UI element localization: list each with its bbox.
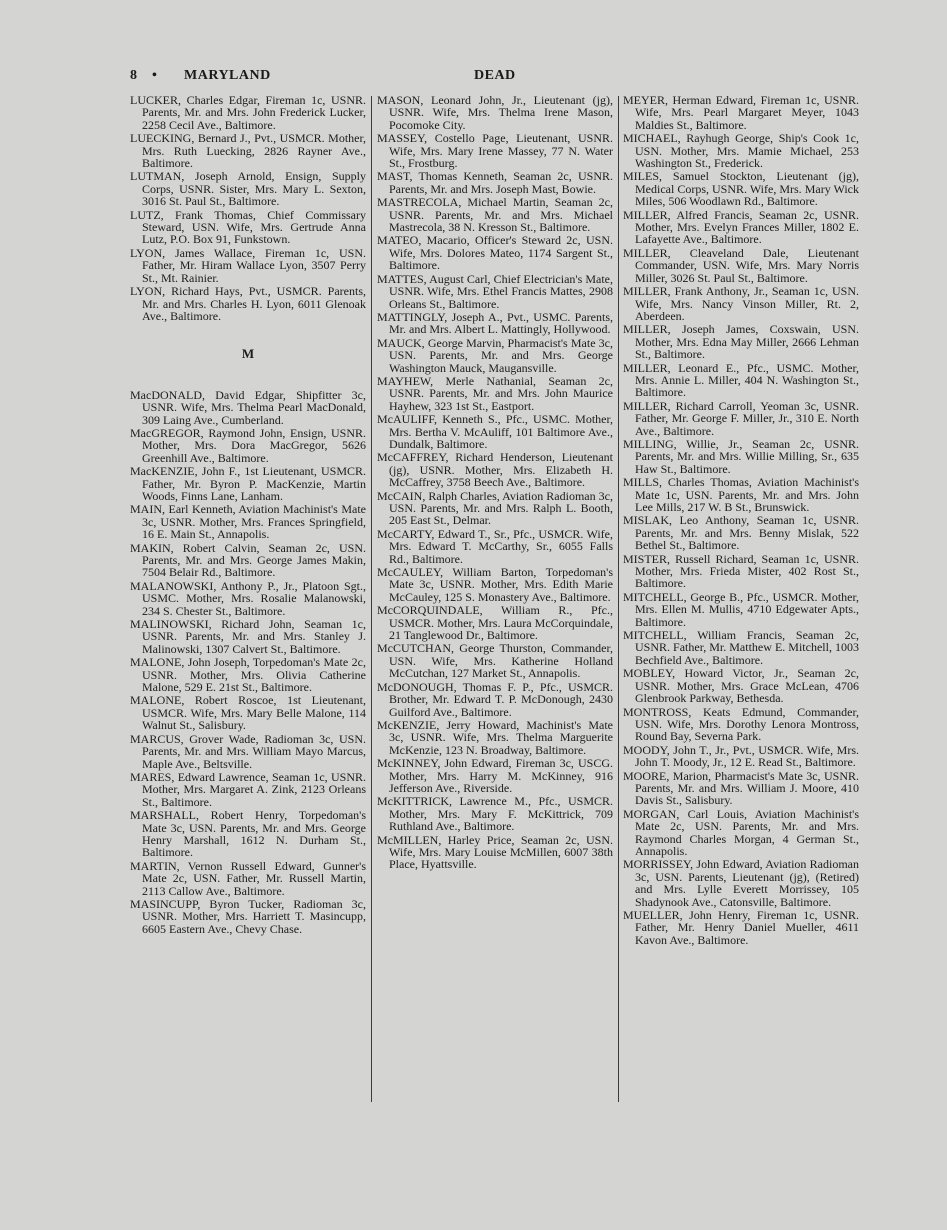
status-heading: DEAD	[474, 68, 516, 83]
casualty-entry: MILLER, Frank Anthony, Jr., Seaman 1c, USN. Wife, Mrs. Nancy Vinson Miller, Rt. 2, Aberdeen.	[623, 284, 859, 323]
page-number: 8	[130, 68, 138, 83]
casualty-entry: MILLER, Richard Carroll, Yeoman 3c, USNR. Father, Mr. George F. Miller, Jr., 310 E. North Ave., Baltimore.	[623, 398, 859, 438]
casualty-entry: MASSEY, Costello Page, Lieutenant, USNR. Wife, Mrs. Mary Irene Massey, 77 N. Water St., Frostburg.	[377, 131, 613, 171]
casualty-entry: MISLAK, Leo Anthony, Seaman 1c, USNR. Parents, Mr. and Mrs. Benny Mislak, 522 Bethel St., Baltimore.	[623, 513, 859, 553]
casualty-entry: MILLS, Charles Thomas, Aviation Machinist's Mate 1c, USN. Parents, Mr. and Mrs. John Lee Mills, 217 W. B St., Brunswick.	[623, 475, 859, 514]
casualty-entry: LYON, Richard Hays, Pvt., USMCR. Parents, Mr. and Mrs. Charles H. Lyon, 6011 Glenoak Ave., Baltimore.	[130, 284, 366, 323]
casualty-entry: LUECKING, Bernard J., Pvt., USMCR. Mother, Mrs. Ruth Luecking, 2826 Rayner Ave., Baltimore.	[130, 131, 366, 171]
casualty-entry: MASON, Leonard John, Jr., Lieutenant (jg), USNR. Wife, Mrs. Thelma Irene Mason, Pocomoke City.	[377, 93, 613, 132]
casualty-entry: McCAFFREY, Richard Henderson, Lieutenant (jg), USNR. Mother, Mrs. Elizabeth H. McCaffrey, 3758 Beech Ave., Baltimore.	[377, 450, 613, 490]
casualty-entry: McCUTCHAN, George Thurston, Commander, USN. Wife, Mrs. Katherine Holland McCutchan, 127 Market St., Annapolis.	[377, 641, 613, 681]
column-divider	[371, 96, 372, 1102]
casualty-entry: MEYER, Herman Edward, Fireman 1c, USNR. Wife, Mrs. Pearl Margaret Meyer, 1043 Maldies St., Baltimore.	[623, 93, 859, 132]
casualty-entry: MISTER, Russell Richard, Seaman 1c, USNR. Mother, Mrs. Frieda Mister, 402 Rost St., Baltimore.	[623, 551, 859, 591]
casualty-entry: MILES, Samuel Stockton, Lieutenant (jg), Medical Corps, USNR. Wife, Mrs. Mary Wick Miles, 506 Woodlawn Rd., Baltimore.	[623, 169, 859, 209]
casualty-entry: McAULIFF, Kenneth S., Pfc., USMC. Mother, Mrs. Bertha V. McAuliff, 101 Baltimore Ave., Dundalk, Baltimore.	[377, 412, 613, 451]
section-letter: M	[241, 346, 255, 362]
casualty-entry: MALONE, Robert Roscoe, 1st Lieutenant, USMCR. Wife, Mrs. Mary Belle Malone, 114 Walnut St., Salisbury.	[130, 693, 366, 733]
column-3	[623, 94, 859, 947]
casualty-entry: MASTRECOLA, Michael Martin, Seaman 2c, USNR. Parents, Mr. and Mrs. Michael Mastrecola, 38 N. Kresson St., Baltimore.	[377, 195, 613, 235]
casualty-entry: McDONOUGH, Thomas F. P., Pfc., USMCR. Brother, Mr. Edward T. P. McDonough, 2430 Guilford Ave., Baltimore.	[377, 679, 613, 719]
casualty-entry: MALANOWSKI, Anthony P., Jr., Platoon Sgt., USMC. Mother, Mrs. Rosalie Malanowski, 234 S. Chester St., Baltimore.	[130, 578, 366, 618]
casualty-entry: MILLER, Joseph James, Coxswain, USN. Mother, Mrs. Edna May Miller, 2666 Lehman St., Baltimore.	[623, 322, 859, 362]
entries-group	[623, 94, 859, 946]
column-divider	[618, 96, 619, 1102]
casualty-entry: MORRISSEY, John Edward, Aviation Radioman 3c, USN. Parents, Lieutenant (jg), (Retired) and Mrs. Lylle Everett Morrissey, 105 Shadynook Ave., Catonsville, Baltimore.	[623, 857, 859, 909]
casualty-entry: McCARTY, Edward T., Sr., Pfc., USMCR. Wife, Mrs. Edward T. McCarthy, Sr., 6055 Falls Rd., Baltimore.	[377, 526, 613, 566]
casualty-entry: MAST, Thomas Kenneth, Seaman 2c, USNR. Parents, Mr. and Mrs. Joseph Mast, Bowie.	[377, 169, 613, 196]
casualty-entry: MARCUS, Grover Wade, Radioman 3c, USN. Parents, Mr. and Mrs. William Mayo Marcus, Maple Ave., Beltsville.	[130, 731, 366, 771]
casualty-entry: MATTES, August Carl, Chief Electrician's Mate, USNR. Wife, Mrs. Ethel Francis Mattes, 2908 Orleans St., Baltimore.	[377, 271, 613, 311]
casualty-entry: MOORE, Marion, Pharmacist's Mate 3c, USNR. Parents, Mr. and Mrs. William J. Moore, 410 Davis St., Salisbury.	[623, 768, 859, 808]
casualty-entry: McCAIN, Ralph Charles, Aviation Radioman 3c, USN. Parents, Mr. and Mrs. Ralph L. Booth, 205 East St., Delmar.	[377, 488, 613, 528]
column-2	[377, 94, 613, 872]
casualty-entry: MORGAN, Carl Louis, Aviation Machinist's Mate 2c, USN. Parents, Mr. and Mrs. Raymond Charles Morgan, 4 German St., Annapolis.	[623, 806, 859, 858]
casualty-entry: McKENZIE, Jerry Howard, Machinist's Mate 3c, USNR. Wife, Mrs. Thelma Marguerite McKenzie, 123 N. Broadway, Baltimore.	[377, 717, 613, 757]
casualty-entry: MASINCUPP, Byron Tucker, Radioman 3c, USNR. Mother, Mrs. Harriett T. Masincupp, 6605 Eastern Ave., Chevy Chase.	[130, 896, 366, 936]
casualty-entry: MITCHELL, George B., Pfc., USMCR. Mother, Mrs. Ellen M. Mullis, 4710 Edgewater Apts., Baltimore.	[623, 589, 859, 629]
casualty-entry: MAYHEW, Merle Nathanial, Seaman 2c, USNR. Parents, Mr. and Mrs. John Maurice Hayhew, 323 1st St., Eastport.	[377, 373, 613, 413]
casualty-entry: MacGREGOR, Raymond John, Ensign, USNR. Mother, Mrs. Dora MacGregor, 5626 Greenhill Ave., Baltimore.	[130, 425, 366, 465]
casualty-entry: MARSHALL, Robert Henry, Torpedoman's Mate 3c, USN. Parents, Mr. and Mrs. George Henry Marshall, 1612 N. Durham St., Baltimore.	[130, 808, 366, 860]
casualty-entry: MATEO, Macario, Officer's Steward 2c, USN. Wife, Mrs. Dolores Mateo, 1174 Sargent St., Baltimore.	[377, 233, 613, 273]
casualty-entry: LYON, James Wallace, Fireman 1c, USN. Father, Mr. Hiram Wallace Lyon, 3507 Perry St., Mt. Rainier.	[130, 245, 366, 285]
casualty-entry: MATTINGLY, Joseph A., Pvt., USMC. Parents, Mr. and Mrs. Albert L. Mattingly, Hollywood.	[377, 309, 613, 337]
entries-group-m	[130, 389, 366, 935]
casualty-entry: McKITTRICK, Lawrence M., Pfc., USMCR. Mother, Mrs. Mary F. McKittrick, 709 Ruthland Ave., Baltimore.	[377, 794, 613, 834]
casualty-entry: MONTROSS, Keats Edmund, Commander, USN. Wife, Mrs. Dorothy Lenora Montross, Round Bay, Severna Park.	[623, 704, 859, 744]
casualty-entry: MARTIN, Vernon Russell Edward, Gunner's Mate 2c, USN. Father, Mr. Russell Martin, 2113 Callow Ave., Baltimore.	[130, 858, 366, 898]
casualty-entry: MITCHELL, William Francis, Seaman 2c, USNR. Father, Mr. Matthew E. Mitchell, 1003 Bechfield Ave., Baltimore.	[623, 628, 859, 667]
casualty-entry: MILLER, Alfred Francis, Seaman 2c, USNR. Mother, Mrs. Evelyn Frances Miller, 1802 E. Lafayette Ave., Baltimore.	[623, 207, 859, 247]
entries-group	[377, 94, 613, 871]
casualty-entry: MICHAEL, Rayhugh George, Ship's Cook 1c, USN. Mother, Mrs. Mamie Michael, 253 Washington St., Frederick.	[623, 131, 859, 171]
casualty-entry: MARES, Edward Lawrence, Seaman 1c, USNR. Mother, Mrs. Margaret A. Zink, 2123 Orleans St., Baltimore.	[130, 769, 366, 809]
casualty-entry: McMILLEN, Harley Price, Seaman 2c, USN. Wife, Mrs. Mary Louise McMillen, 6007 38th Place, Hyattsville.	[377, 832, 613, 872]
entries-group-l	[130, 94, 366, 322]
casualty-entry: MacKENZIE, John F., 1st Lieutenant, USMCR. Father, Mr. Byron P. MacKenzie, Martin Woods, Finns Lane, Lanham.	[130, 464, 366, 503]
casualty-entry: LUTMAN, Joseph Arnold, Ensign, Supply Corps, USNR. Sister, Mrs. Mary L. Sexton, 3016 St. Paul St., Baltimore.	[130, 169, 366, 209]
casualty-entry: LUCKER, Charles Edgar, Fireman 1c, USNR. Parents, Mr. and Mrs. John Frederick Lucker, 2258 Cecil Ave., Baltimore.	[130, 93, 366, 132]
header-bullet: •	[152, 68, 158, 83]
casualty-entry: McCAULEY, William Barton, Torpedoman's Mate 3c, USNR. Mother, Mrs. Edith Marie McCauley, 125 S. Monastery Ave., Baltimore.	[377, 565, 613, 604]
casualty-entry: LUTZ, Frank Thomas, Chief Commissary Steward, USN. Wife, Mrs. Gertrude Anna Lutz, P.O. Box 91, Funkstown.	[130, 207, 366, 247]
state-heading: MARYLAND	[184, 68, 271, 83]
casualty-entry: MILLER, Cleaveland Dale, Lieutenant Commander, USN. Wife, Mrs. Mary Norris Miller, 3026 St. Paul St., Baltimore.	[623, 245, 859, 285]
casualty-entry: McKINNEY, John Edward, Fireman 3c, USCG. Mother, Mrs. Harry M. McKinney, 916 Jefferson Ave., Riverside.	[377, 756, 613, 795]
casualty-entry: MILLING, Willie, Jr., Seaman 2c, USNR. Parents, Mr. and Mrs. Willie Milling, Sr., 635 Haw St., Baltimore.	[623, 436, 859, 476]
casualty-entry: MacDONALD, David Edgar, Shipfitter 3c, USNR. Wife, Mrs. Thelma Pearl MacDonald, 309 Laing Ave., Cumberland.	[130, 387, 366, 427]
casualty-entry: MAUCK, George Marvin, Pharmacist's Mate 3c, USN. Parents, Mr. and Mrs. George Washington Mauck, Maugansville.	[377, 335, 613, 375]
page-header	[130, 68, 860, 88]
casualty-entry: MILLER, Leonard E., Pfc., USMC. Mother, Mrs. Annie L. Miller, 404 N. Washington St., Baltimore.	[623, 360, 859, 400]
casualty-entry: MUELLER, John Henry, Fireman 1c, USNR. Father, Mr. Henry Daniel Mueller, 4611 Kavon Ave., Baltimore.	[623, 908, 859, 947]
casualty-entry: MAKIN, Robert Calvin, Seaman 2c, USN. Parents, Mr. and Mrs. George James Makin, 7504 Belair Rd., Baltimore.	[130, 540, 366, 580]
casualty-entry: McCORQUINDALE, William R., Pfc., USMCR. Mother, Mrs. Laura McCorquindale, 21 Tanglewood Dr., Baltimore.	[377, 603, 613, 643]
casualty-entry: MAIN, Earl Kenneth, Aviation Machinist's Mate 3c, USNR. Mother, Mrs. Frances Springfield, 16 E. Main St., Annapolis.	[130, 502, 366, 542]
casualty-entry: MOODY, John T., Jr., Pvt., USMCR. Wife, Mrs. John T. Moody, Jr., 12 E. Read St., Baltimore.	[623, 742, 859, 770]
casualty-entry: MOBLEY, Howard Victor, Jr., Seaman 2c, USNR. Mother, Mrs. Grace McLean, 4706 Glenbrook Parkway, Bethesda.	[623, 666, 859, 706]
casualty-entry: MALONE, John Joseph, Torpedoman's Mate 2c, USNR. Mother, Mrs. Olivia Catherine Malone, 529 E. 21st St., Baltimore.	[130, 655, 366, 695]
column-1	[130, 94, 366, 936]
casualty-entry: MALINOWSKI, Richard John, Seaman 1c, USNR. Parents, Mr. and Mrs. Stanley J. Malinowski, 1307 Calvert St., Baltimore.	[130, 617, 366, 656]
